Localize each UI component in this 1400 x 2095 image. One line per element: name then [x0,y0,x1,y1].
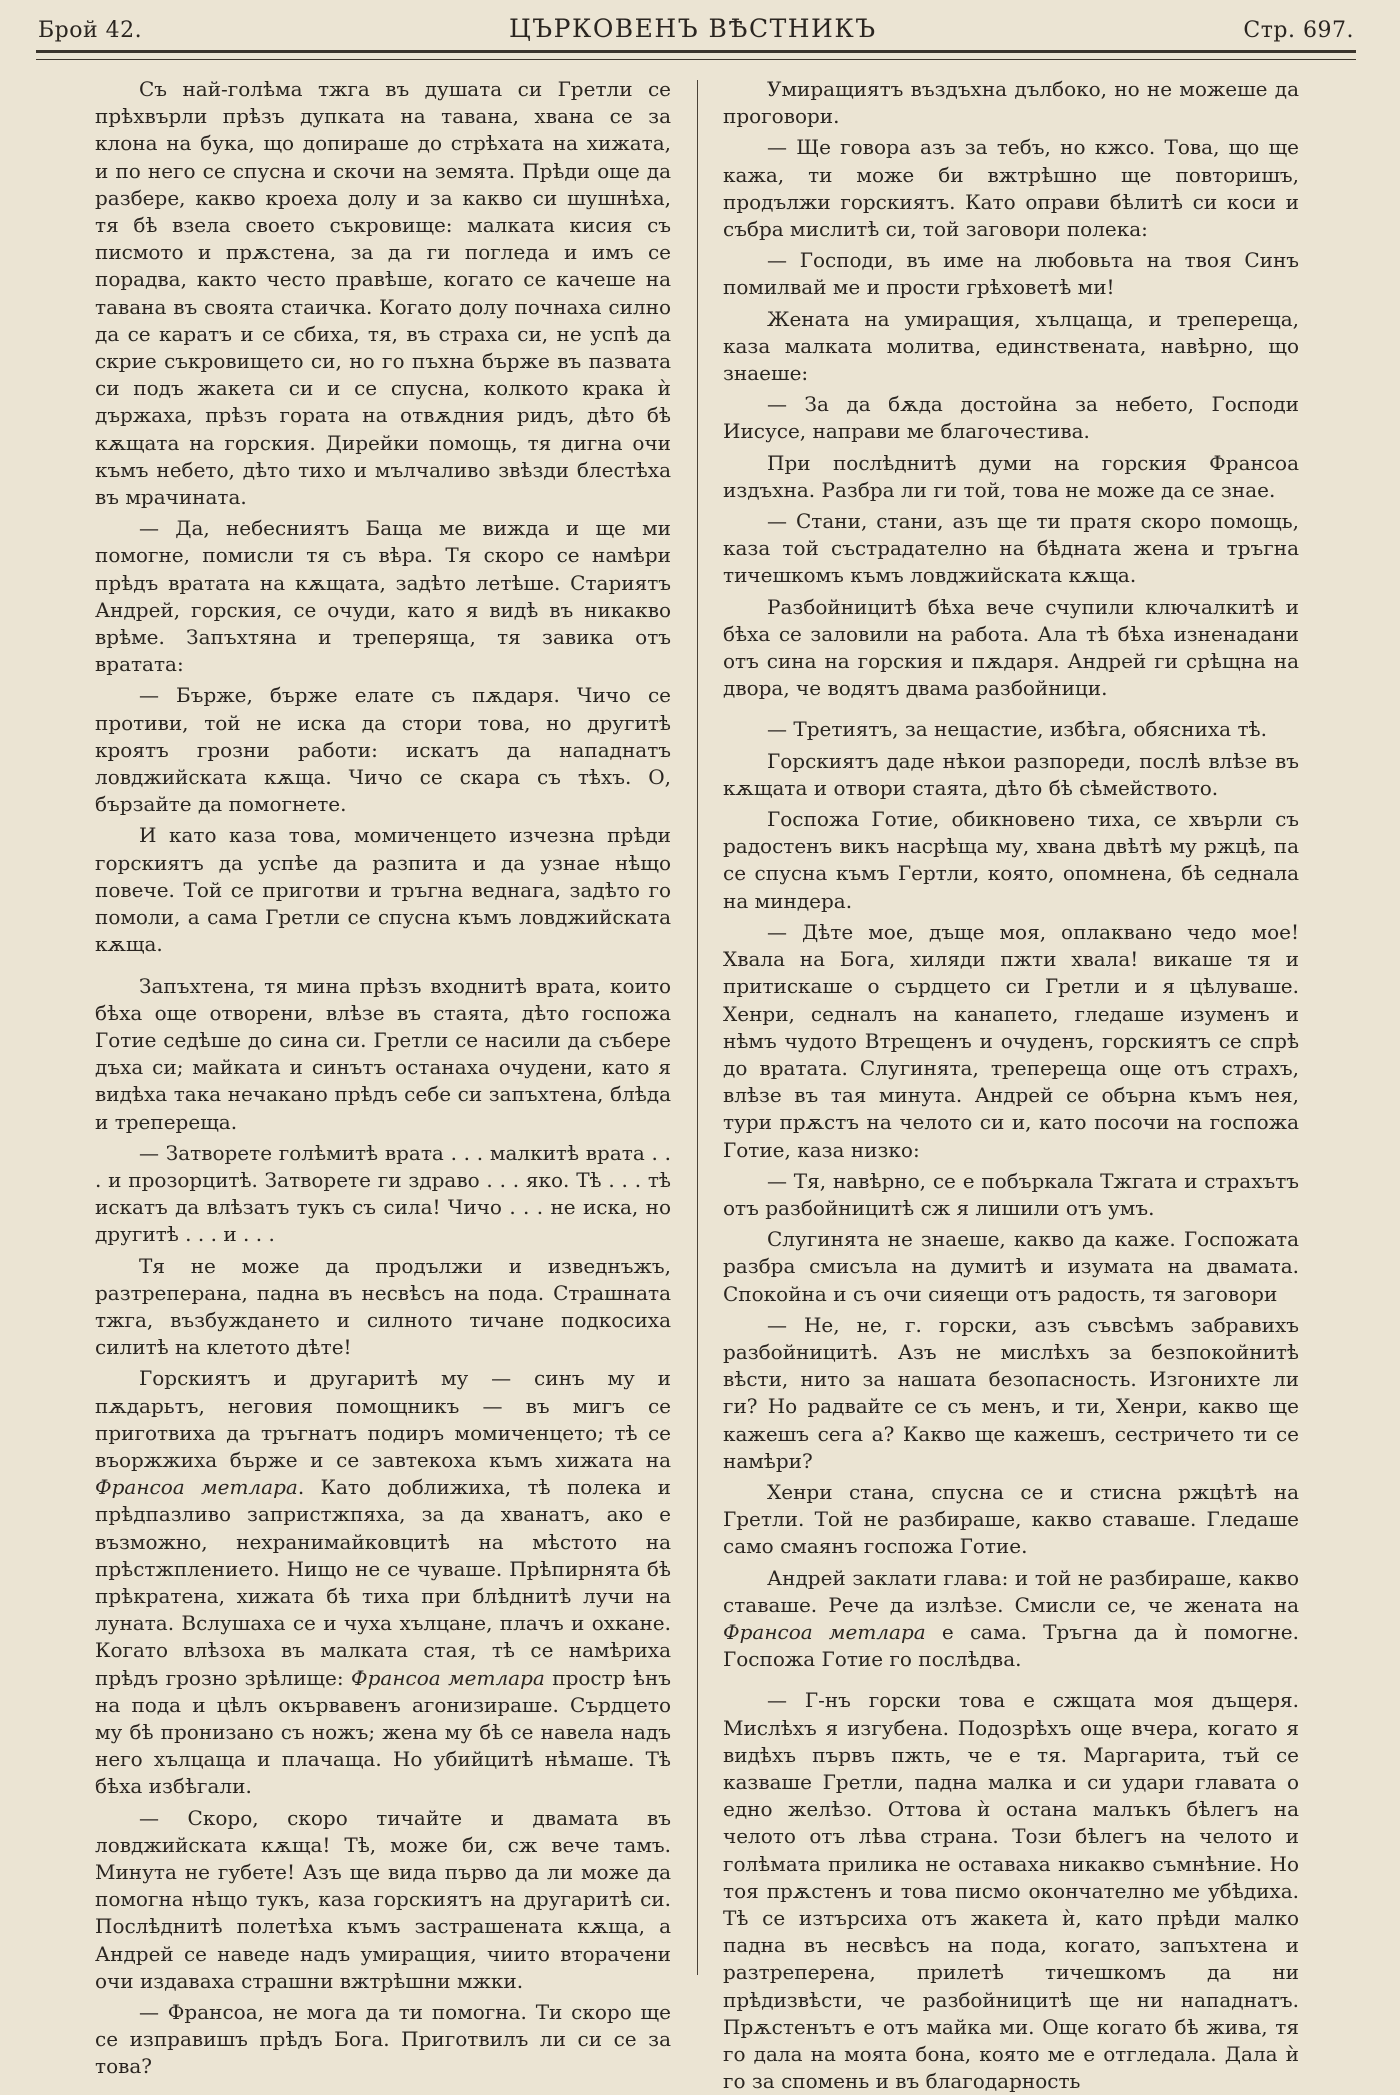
paragraph-text: Съ най-голѣма тжга въ душата си Гретли се прѣхвърли прѣзъ дупката на тавана, хвана се за клона на бука, що допираше до стрѣхата на хижата, и по него се спусна и скочи на земята. Прѣди още да разбере, какво кроеха долу и за какво си шушнѣха, тя бѣ взела своето съкровище: малката кисия съ писмото и прѫстена, за да ги погледа и имъ се порадва, както често правѣше, когато се качеше на тавана въ своята стаичка. Когато долу почнаха силно да се каратъ и се сбиха, тя, въ страха си, не успѣ да скрие съкровището си, но го пъхна бърже въ пазвата си подъ жакета си и се спусна, колкото крака ѝ държаха, прѣзъ гората на отвѫдния ридъ, дѣто бѣ кѫщата на горския. Дирейки помощь, тя дигна очи къмъ небето, дѣто тихо и мълчаливо звѣзди блестѣха въ мрачината. [95,77,671,510]
newspaper-title: ЦЪРКОВЕНЪ ВѢСТНИКЪ [508,14,877,43]
paragraph-text: Жената на умиращия, хълцаща, и трепереща, каза малката молитва, единствената, навѣрно, що знаеше: [723,306,1299,386]
paragraph [723,1168,1299,1222]
paragraph-text: — Г-нъ горски това е сжщата моя дъщеря. Мислѣхъ я изгубена. Подозрѣхъ още вчера, когато я видѣхъ първъ пжть, че е тя. Маргарита, тъй се казваше Гретли, падна малка и си удари главата о едно желѣзо. Оттова ѝ остана малъкъ бѣлегъ на челото отъ лѣва страна. Този бѣлегъ на челото и голѣмата прилика не оставаха никакво съмнѣние. Но тоя прѫстенъ и това писмо окончателно ме убѣдиха. Тѣ се изтърсиха отъ жакета ѝ, като прѣди малко падна въ несвѣсъ на пода, когато, запъхтена и разтреперена, прилетѣ тичешкомъ да ни прѣдизвѣсти, че разбойницитѣ ще ни нападнатъ. Прѫстенътъ е отъ майка ми. Още когато бѣ жива, тя го дала на моята бона, която ме е отгледала. Дала ѝ го за спомень и въ благодарность [723,1688,1299,2094]
paragraph-text: — Да, небесниятъ Баща ме вижда и ще ми помогне, помисли тя съ вѣра. Тя скоро се намѣри прѣдъ вратата на кѫщата, задѣто летѣше. Стариятъ Андрей, горския, се очуди, като я видѣ въ никакво врѣме. Запъхтяна и треперяща, тя завика отъ вратата: [95,516,671,677]
column-divider [697,80,698,1975]
paragraph [723,806,1299,915]
paragraph [95,1140,671,1249]
paragraph-text: — Франсоа, не мога да ти помогна. Ти скоро ще се изправишъ прѣдъ Бога. Приготвилъ ли си се за това? [95,2000,671,2079]
paragraph [723,716,1299,743]
paragraph-text: — Бърже, бърже елате съ пѫдаря. Чичо се противи, той не иска да стори това, но другитѣ кроятъ грозни работи: искатъ да нападнатъ ловджийската кѫща. Чичо се скара съ тѣхъ. О, бързайте да помогнете. [95,683,671,817]
paragraph-text: И като каза това, момиченцето изчезна прѣди горскиятъ да успѣе да разпита и да узнае нѣщо повече. Той се приготви и тръгна веднага, задѣто го помоли, а сама Гретли се спусна къмъ ловджийската кѫща. [95,823,671,957]
italic-name: Франсоа метлара [351,1665,545,1690]
paragraph [95,1365,671,1800]
italic-name: Франсоа метлара [723,1619,926,1644]
paragraph-text: Госпожа Готие, обикновено тиха, се хвърли съ радостенъ викъ насрѣща му, хвана двѣтѣ му ржцѣ, па се спусна къмъ Гертли, която, опомнена, бѣ седнала на миндера. [723,807,1299,913]
paragraph [95,1805,671,1995]
paragraph-text: — Ще говора азъ за тебъ, но кжсо. Това, що ще кажа, ти може би вжтрѣшно ще повторишъ, продължи горскиятъ. Като оправи бѣлитѣ си коси и събра мислитѣ си, той заговори полека: [723,135,1299,242]
paragraph-text: — Дѣте мое, дъще моя, оплаквано чедо мое! Хвала на Бога, хиляди пжти хвала! викаше тя и притискаше о сърдцето си Гретли и я цѣлуваше. Хенри, седналъ на канапето, гледаше изуменъ и нѣмъ чудото Втрещенъ и очуденъ, горскиятъ се спрѣ до вратата. Слугинята, трепереща още отъ страхъ, влѣзе въ тая минута. Андрей се обърна къмъ нея, тури прѫстъ на челото си и, като посочи на госпожа Готие, каза низко: [723,919,1299,1162]
paragraph-text: Умиращиятъ въздъхна дълбоко, но не можеше да проговори. [723,77,1299,129]
paragraph [723,1687,1299,2095]
right-column [723,76,1299,2094]
paragraph [723,748,1299,802]
paragraph [723,1312,1299,1475]
paragraph-text: — Скоро, скоро тичайте и двамата въ ловджийската кѫща! Тѣ, може би, сж вече тамъ. Минута не губете! Азъ ще вида първо да ли може да помогна нѣщо тукъ, каза горскиятъ на другаритѣ си. Послѣднитѣ полетѣха къмъ застрашената кѫща, а Андрей се наведе надъ умиращия, чиито вторачени очи издаваха страшни вжтрѣшни мжки. [95,1805,671,1993]
paragraph-text: Андрей заклати глава: и той не разбираше, какво ставаше. Рече да излѣзе. Смисли се, че жената на [723,1565,1299,1617]
paragraph [723,391,1299,445]
paragraph [723,306,1299,388]
italic-name: Франсоа метлара [95,1475,298,1500]
paragraph-text: При послѣднитѣ думи на горския Франсоа издъхна. Разбра ли ги той, това не може да се знае. [723,450,1299,502]
header-rule [36,50,1356,60]
paragraph [95,76,671,511]
paragraph [723,1565,1299,1674]
paragraph-text: — Господи, въ име на любовьта на твоя Синъ помилвай ме и прости грѣховетѣ ми! [723,248,1299,300]
paragraph [723,450,1299,504]
paragraph [95,1999,671,2081]
paragraph-text: Горскиятъ и другаритѣ му — синъ му и пѫдарьтъ, неговия помощникъ — въ мигъ се приготвиха да тръгнатъ подиръ момиченцето; тѣ се въоржжиха бърже и се завтекоха къмъ хижата на [95,1366,671,1472]
paragraph-text: Горскиятъ даде нѣкои разпореди, послѣ влѣзе въ кѫщата и отвори стаята, дѣто бѣ сѣмейството. [723,748,1299,800]
paragraph-text: . Като доближиха, тѣ полека и прѣдпазливо запристжпяха, за да хванатъ, ако е възможно, нехранимайковцитѣ на мѣстото на прѣстжплението. Нищо не се чуваше. Прѣпирнята бѣ прѣкратена, хижата бѣ тиха при блѣднитѣ лучи на луната. Вслушаха се и чуха хълцане, плачъ и охкане. Когато влѣзоха въ малката стая, тѣ се намѣриха прѣдъ грозно зрѣлище: [95,1475,672,1690]
paragraph-text: — Затворете голѣмитѣ врата . . . малкитѣ врата . . . и прозорцитѣ. Затворете ги здраво . . . яко. Тѣ . . . тѣ искатъ да влѣзатъ тукъ съ сила! Чичо . . . не иска, но другитѣ . . . и . . . [95,1140,671,1247]
paragraph [95,822,671,958]
paragraph [95,682,671,818]
paragraph [723,594,1299,703]
paragraph [95,1253,671,1362]
paragraph-text: Тя не може да продължи и изведнъжъ, разтреперана, падна въ несвѣсъ на пода. Страшната тжга, възбуждането и силното тичане подкосиха силитѣ на клетото дѣте! [95,1253,671,1360]
paragraph [723,134,1299,243]
paragraph [723,247,1299,301]
paragraph-text: е сама. Тръгна да ѝ помогне. Госпожа Готие го послѣдва. [723,1619,1299,1672]
paragraph [95,515,671,678]
paragraph [723,1226,1299,1308]
left-column [95,76,672,2079]
paragraph-text: — Тя, навѣрно, се е побъркала Тжгата и страхътъ отъ разбойницитѣ сж я лишили отъ умъ. [723,1168,1299,1220]
page-number: Стр. 697. [1243,18,1354,43]
paragraph-text: Разбойницитѣ бѣха вече счупили ключалкитѣ и бѣха се заловили на работа. Ала тѣ бѣха изненадани отъ сина на горския и пѫдаря. Андрей ги срѣщна на двора, че водятъ двама разбойници. [723,594,1299,701]
paragraph-text: — Не, не, г. горски, азъ съвсѣмъ забравихъ разбойницитѣ. Азъ не мислѣхъ за безпокойнитѣ вѣсти, нито за нашата безопасность. Изгонихте ли ги? Но радвайте се съ менъ, и ти, Хенри, какво ще кажешъ сега а? Какво ще кажешъ, сестричето ти се намѣри? [723,1312,1299,1473]
paragraph-text: Хенри стана, спусна се и стисна ржцѣтѣ на Гретли. Той не разбираше, какво ставаше. Гледаше само смаянъ госпожа Готие. [723,1479,1299,1559]
paragraph [723,1479,1299,1561]
paragraph-text: Слугинята не знаеше, какво да каже. Госпожата разбра смисъла на думитѣ и изумата на двамата. Спокойна и съ очи сияещи отъ радость, тя заговори [723,1227,1299,1306]
paragraph [723,508,1299,590]
paragraph-text: простр ѣнъ на пода и цѣлъ окървавенъ агонизираше. Сърдцето му бѣ пронизано съ ножъ; жена му бѣ се навела надъ него хълцаща и плачаща. Но убийцитѣ нѣмаше. Тѣ бѣха избѣгали. [95,1665,671,1799]
paragraph [723,919,1299,1164]
paragraph-text: Запъхтена, тя мина прѣзъ входнитѣ врата, които бѣха още отворени, влѣзе въ стаята, дѣто госпожа Готие седѣше до сина си. Гретли се насили да събере дъха си; майката и синътъ останаха очудени, като я видѣха така нечакано прѣдъ себе си запъхтена, блѣда и трепереща. [95,973,671,1134]
paragraph [723,76,1299,130]
paragraph-text: — Третиятъ, за нещастие, избѣга, обясниха тѣ. [767,717,1267,742]
issue-number: Брой 42. [38,18,143,43]
page-header [38,14,1354,48]
paragraph-text: — Стани, стани, азъ ще ти пратя скоро помощь, каза той състрадателно на бѣдната жена и тръгна тичешкомъ къмъ ловджийската кѫща. [723,509,1299,588]
paragraph-text: — За да бѫда достойна за небето, Господи Иисусе, направи ме благочестива. [723,392,1299,444]
paragraph [95,973,671,1136]
